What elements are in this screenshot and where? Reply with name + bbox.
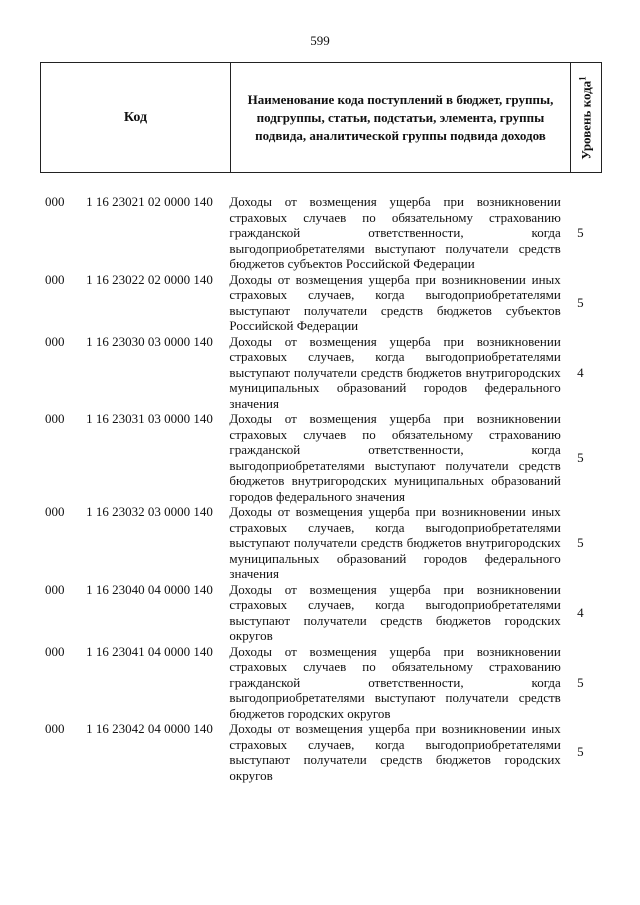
header-name: Наименование кода поступлений в бюджет, группы, подгруппы, статьи, подстатьи, элемента, группы подвида, аналитической группы подвида доходов — [231, 63, 571, 172]
table-row — [40, 721, 600, 783]
row-name: Доходы от возмещения ущерба при возникновении страховых случаев по обязательному страхованию гражданской ответственности, когда выгодоприобретателями выступают получатели средств бюджетов внутригородских муниципальных образований городов федерального значения — [229, 411, 561, 504]
row-code: 1 16 23030 03 0000 140 — [86, 333, 213, 349]
row-code: 1 16 23031 03 0000 140 — [86, 411, 213, 426]
row-level: 5 — [577, 449, 584, 465]
row-code: 1 16 23041 04 0000 140 — [86, 643, 213, 659]
row-code: 1 16 23042 04 0000 140 — [86, 721, 213, 736]
row-code: 1 16 23021 02 0000 140 — [86, 194, 213, 209]
header-code: Код — [41, 63, 231, 172]
row-admin-code: 000 — [45, 271, 65, 287]
header-level-footnote: 1 — [577, 75, 588, 81]
row-name: Доходы от возмещения ущерба при возникновении страховых случаев, когда выгодоприобретателями выступают получатели средств бюджетов городских округов — [229, 581, 561, 643]
row-level: 4 — [577, 604, 584, 620]
row-level: 5 — [577, 225, 584, 240]
row-level: 5 — [577, 535, 584, 550]
row-code: 1 16 23022 02 0000 140 — [86, 271, 213, 287]
row-name: Доходы от возмещения ущерба при возникновении страховых случаев, когда выгодоприобретателями выступают получатели средств бюджетов внутригородских муниципальных образований городов федерального значения — [229, 333, 561, 411]
table-row — [40, 644, 600, 722]
table-row — [40, 272, 600, 334]
row-admin-code: 000 — [45, 194, 65, 209]
row-name: Доходы от возмещения ущерба при возникновении иных страховых случаев, когда выгодоприобретателями выступают получатели средств бюджетов внутригородских муниципальных образований городов федерального значения — [229, 504, 561, 581]
table-body — [40, 194, 600, 783]
row-level: 5 — [577, 294, 584, 310]
table-row — [40, 582, 600, 644]
table-row — [40, 334, 600, 412]
header-level — [571, 63, 601, 172]
row-code: 1 16 23032 03 0000 140 — [86, 504, 213, 519]
row-admin-code: 000 — [45, 721, 65, 736]
table-header — [40, 62, 602, 173]
row-admin-code: 000 — [45, 411, 65, 426]
page-number: 599 — [310, 33, 330, 48]
row-admin-code: 000 — [45, 581, 65, 597]
row-level: 4 — [577, 364, 584, 380]
row-level: 5 — [577, 674, 584, 690]
row-admin-code: 000 — [45, 504, 65, 519]
table-row — [40, 411, 600, 504]
header-level-text: Уровень кода — [578, 80, 594, 160]
row-name: Доходы от возмещения ущерба при возникновении иных страховых случаев, когда выгодоприобретателями выступают получатели средств бюджетов городских округов — [229, 721, 561, 783]
table-row — [40, 194, 600, 272]
table-row — [40, 504, 600, 582]
row-name: Доходы от возмещения ущерба при возникновении иных страховых случаев, когда выгодоприобретателями выступают получатели средств бюджетов субъектов Российской Федерации — [229, 271, 561, 333]
row-code: 1 16 23040 04 0000 140 — [86, 581, 213, 597]
row-name: Доходы от возмещения ущерба при возникновении страховых случаев по обязательному страхованию гражданской ответственности, когда выгодоприобретателями выступают получатели средств бюджетов субъектов Российской Федерации — [229, 194, 561, 271]
header-level-label — [577, 76, 594, 159]
row-level: 5 — [577, 744, 584, 760]
row-admin-code: 000 — [45, 643, 65, 659]
row-admin-code: 000 — [45, 333, 65, 349]
row-name: Доходы от возмещения ущерба при возникновении страховых случаев по обязательному страхованию гражданской ответственности, когда выгодоприобретателями выступают получатели средств бюджетов городских округов — [229, 643, 561, 721]
